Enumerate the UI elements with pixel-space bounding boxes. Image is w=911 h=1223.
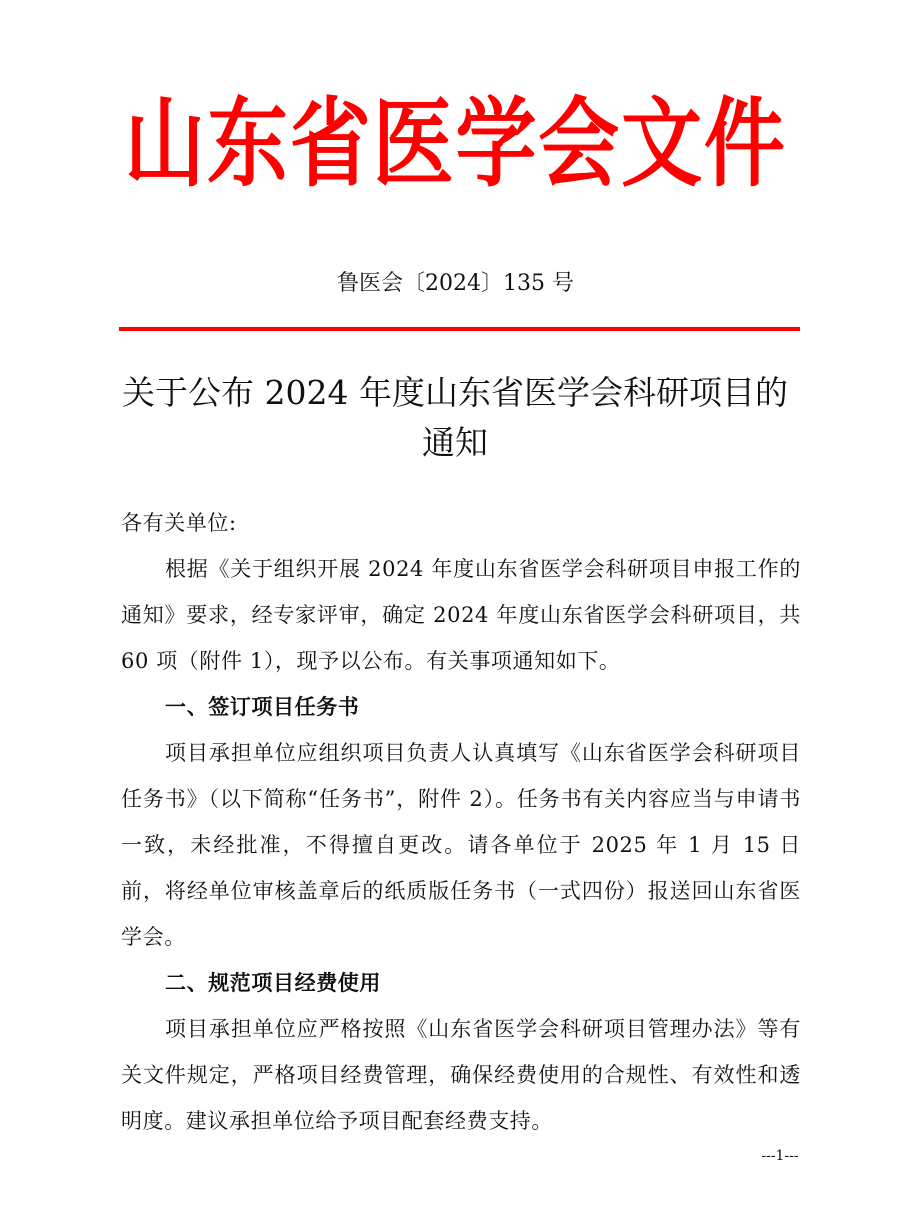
notice-body: [121, 500, 801, 1144]
notice-title-line-1: 关于公布 2024 年度山东省医学会科研项目的: [122, 373, 788, 412]
page-number: ---1---: [761, 1148, 799, 1164]
red-divider-line: [119, 327, 800, 331]
section-paragraph-funding: 项目承担单位应严格按照《山东省医学会科研项目管理办法》等有关文件规定，严格项目经费管理，确保经费使用的合规性、有效性和透明度。建议承担单位给予项目配套经费支持。: [121, 1017, 801, 1133]
section-paragraph-task-book: 项目承担单位应组织项目负责人认真填写《山东省医学会科研项目任务书》（以下简称“任务书”，附件 2）。任务书有关内容应当与申请书一致，未经批准，不得擅自更改。请各单位于 2025 年 1 月 15 日前，将经单位审核盖章后的纸质版任务书（一式四份）报送回山东省医学会。: [121, 741, 801, 949]
salutation: 各有关单位:: [121, 511, 237, 535]
section-heading-task-book: 一、签订项目任务书: [165, 695, 360, 719]
notice-title: [110, 368, 800, 468]
masthead-title: 山东省医学会文件: [124, 85, 787, 201]
intro-paragraph: 根据《关于组织开展 2024 年度山东省医学会科研项目申报工作的通知》要求，经专家评审，确定 2024 年度山东省医学会科研项目，共 60 项（附件 1），现予以公布。有关事项通知如下。: [121, 557, 801, 673]
document-number: 鲁医会〔2024〕135 号: [337, 271, 574, 296]
notice-title-line-2: 通知: [422, 423, 488, 462]
section-heading-funding: 二、规范项目经费使用: [165, 971, 381, 995]
